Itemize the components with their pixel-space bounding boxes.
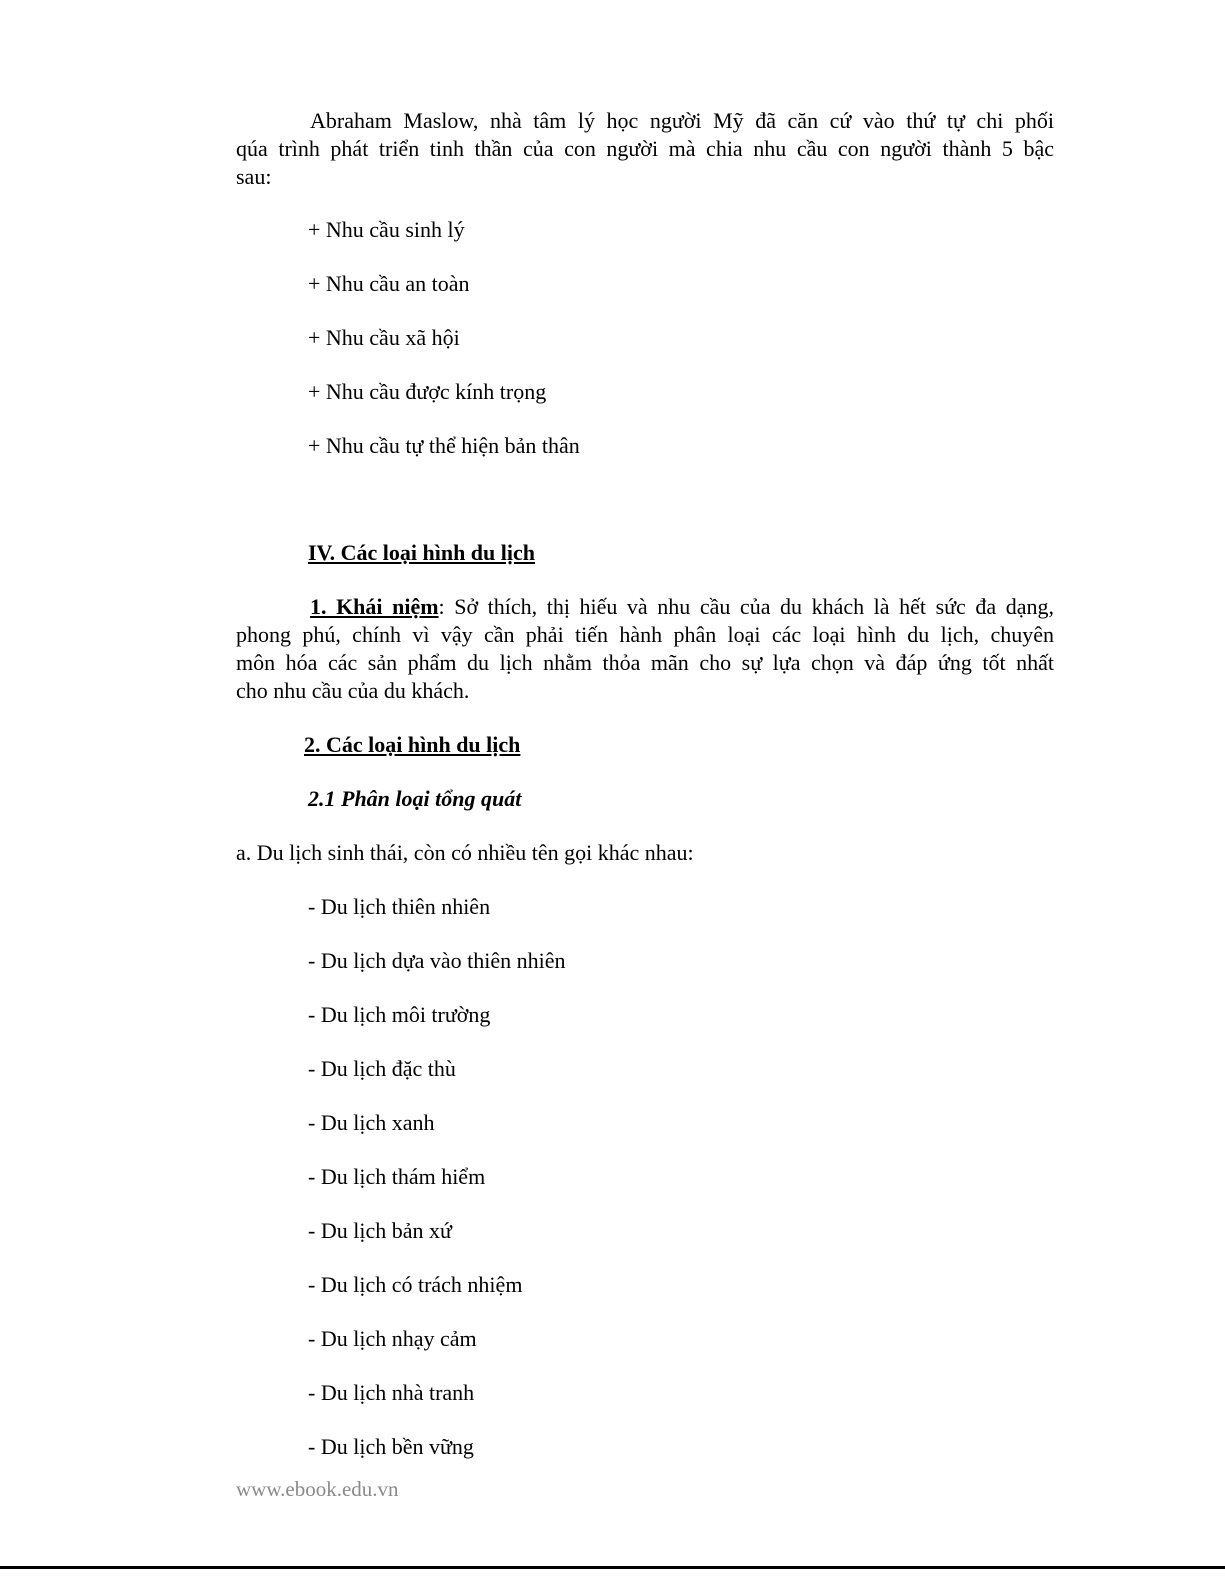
paragraph-line bbox=[236, 593, 1054, 621]
subheading: 2.1 Phân loại tổng quát bbox=[308, 786, 522, 811]
list-item: - Du lịch thiên nhiên bbox=[308, 894, 491, 919]
list-item: + Nhu cầu xã hội bbox=[308, 325, 460, 350]
paragraph-line: sau: bbox=[236, 164, 272, 189]
concept-text: : Sở thích, thị hiếu và nhu cầu của du khách là hết sức đa dạng, bbox=[438, 594, 1054, 619]
eco-intro: a. Du lịch sinh thái, còn có nhiều tên gọi khác nhau: bbox=[236, 840, 694, 865]
paragraph-line: qúa trình phát triển tinh thần của con người mà chia nhu cầu con người thành 5 bậc bbox=[236, 136, 1054, 161]
paragraph-line: môn hóa các sản phẩm du lịch nhằm thỏa mãn cho sự lựa chọn và đáp ứng tốt nhất bbox=[236, 650, 1054, 675]
list-item: + Nhu cầu sinh lý bbox=[308, 217, 465, 242]
list-item: - Du lịch nhạy cảm bbox=[308, 1326, 477, 1351]
list-item: - Du lịch dựa vào thiên nhiên bbox=[308, 948, 566, 973]
concept-label: 1. Khái niệm bbox=[310, 594, 439, 619]
list-item: + Nhu cầu được kính trọng bbox=[308, 379, 547, 404]
list-item: - Du lịch môi trường bbox=[308, 1002, 491, 1027]
list-item: - Du lịch bền vững bbox=[308, 1434, 474, 1459]
paragraph-line: cho nhu cầu của du khách. bbox=[236, 678, 470, 703]
footer-watermark: www.ebook.edu.vn bbox=[236, 1477, 399, 1501]
list-item: - Du lịch bản xứ bbox=[308, 1218, 452, 1243]
paragraph-line: Abraham Maslow, nhà tâm lý học người Mỹ đã căn cứ vào thứ tự chi phối bbox=[310, 108, 1054, 133]
types-heading: 2. Các loại hình du lịch bbox=[304, 732, 521, 757]
list-item: - Du lịch xanh bbox=[308, 1110, 435, 1135]
list-item: - Du lịch thám hiểm bbox=[308, 1164, 486, 1189]
list-item: - Du lịch đặc thù bbox=[308, 1056, 456, 1081]
list-item: + Nhu cầu an toàn bbox=[308, 271, 470, 296]
list-item: + Nhu cầu tự thể hiện bản thân bbox=[308, 433, 580, 458]
paragraph-line: phong phú, chính vì vậy cần phải tiến hành phân loại các loại hình du lịch, chuyên bbox=[236, 622, 1054, 647]
page-bottom-rule bbox=[0, 1566, 1225, 1569]
list-item: - Du lịch có trách nhiệm bbox=[308, 1272, 523, 1297]
section-heading: IV. Các loại hình du lịch bbox=[308, 540, 536, 565]
list-item: - Du lịch nhà tranh bbox=[308, 1380, 475, 1405]
